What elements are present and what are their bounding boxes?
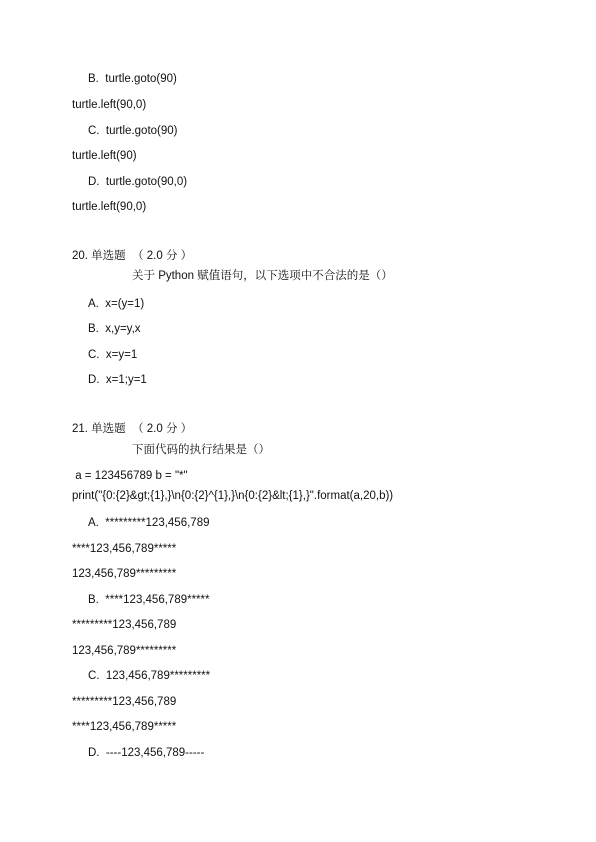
q21-option-c-line3: ****123,456,789***** (72, 721, 177, 733)
q21-option-b-line1: B. ****123,456,789***** (88, 594, 210, 606)
q19-option-d-line2: turtle.left(90,0) (72, 201, 147, 213)
q21-option-a-line3: 123,456,789********* (72, 568, 177, 580)
q19-option-d-line1: D. turtle.goto(90,0) (88, 176, 188, 188)
q21-option-a-line2: ****123,456,789***** (72, 543, 177, 555)
q20-option-a: A. x=(y=1) (88, 298, 145, 310)
q20-option-c: C. x=y=1 (88, 349, 138, 361)
q21-header: 21. 单选题 （ 2.0 分 ） (72, 423, 193, 435)
q21-option-b-line3: 123,456,789********* (72, 645, 177, 657)
q21-code-line1: a = 123456789 b = "*" (72, 470, 188, 482)
q21-option-c-line1: C. 123,456,789********* (88, 670, 211, 682)
q19-option-c-line1: C. turtle.goto(90) (88, 125, 178, 137)
q19-option-c-line2: turtle.left(90) (72, 150, 137, 162)
q21-stem: 下面代码的执行结果是（） (132, 444, 270, 456)
q19-option-b-line2: turtle.left(90,0) (72, 99, 147, 111)
q19-option-b-line1: B. turtle.goto(90) (88, 73, 177, 85)
q21-option-c-line2: *********123,456,789 (72, 696, 177, 708)
q21-option-d-line1: D. ----123,456,789----- (88, 747, 205, 759)
q20-stem: 关于 Python 赋值语句，以下选项中不合法的是（） (132, 270, 393, 282)
q21-option-b-line2: *********123,456,789 (72, 619, 177, 631)
q21-code-line2: print("{0:{2}&gt;{1},}\n{0:{2}^{1},}\n{0:{2}&lt;{1},}".format(a,20,b)) (72, 490, 394, 502)
q20-option-d: D. x=1;y=1 (88, 374, 147, 386)
q20-option-b: B. x,y=y,x (88, 323, 141, 335)
q20-header: 20. 单选题 （ 2.0 分 ） (72, 250, 193, 262)
q21-option-a-line1: A. *********123,456,789 (88, 517, 210, 529)
